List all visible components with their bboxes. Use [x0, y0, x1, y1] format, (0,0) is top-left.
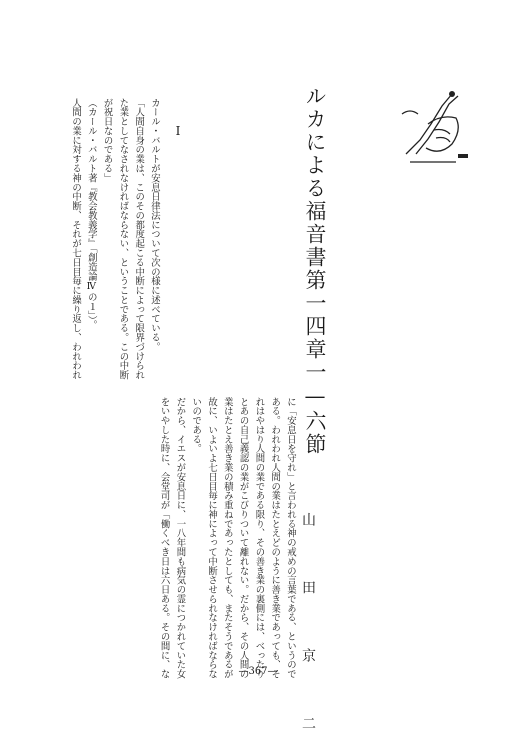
illustration-icon: [396, 84, 471, 164]
text-line: をいやした時に、会堂司が「働くべき日は六日ある。その間に、な: [158, 397, 170, 679]
author-name: 山 田 京 二: [300, 512, 316, 750]
text-line: に「安息日を守れ」と言われる神の戒めの言葉である、というので: [285, 397, 296, 679]
text-column-a: [42, 98, 162, 398]
text-line: が祝日なのである」: [101, 98, 113, 183]
text-line: ある。われわれ人間の業はたとえどのように善き業であっても、そ: [269, 397, 281, 679]
text-line: いのである。: [190, 397, 202, 454]
article-title: ルカによる福音書第一四章一—六節: [303, 85, 327, 456]
section-heading: I: [171, 124, 185, 138]
page-number: —367—: [238, 666, 278, 677]
text-column-b: [158, 397, 298, 695]
text-line: 人間の業に対する神の中断、それが七日目毎に繰り返し、われわれ: [70, 98, 82, 380]
text-line: れはやはり人間の業である限り、その善き業の裏側には、べったり: [253, 397, 265, 679]
text-line: とあの自己義認の業がこびりついて離れない。だから、その人間の: [237, 397, 249, 679]
text-line: カール・バルトが安息日律法について次の様に述べている。: [149, 98, 160, 352]
text-line: （カール・バルト著『教会教義学』「創造論Ⅳの１」）。: [85, 98, 97, 330]
text-line: 故に、いよいよ七日目毎に神によって中断させられなければならな: [206, 397, 218, 679]
text-line: だから、イエスが安息日に、一八年間も病気の霊につかれていた女: [174, 397, 186, 679]
text-line: た業としてなされなければならない、ということである。この中断: [117, 98, 129, 380]
text-line: 「人間自身の業は、このその都度起こる中断によって限界づけられ: [133, 98, 145, 380]
text-line: 業はたとえ善き業の積み重ねであったとしても、またそうであるが: [221, 397, 233, 679]
